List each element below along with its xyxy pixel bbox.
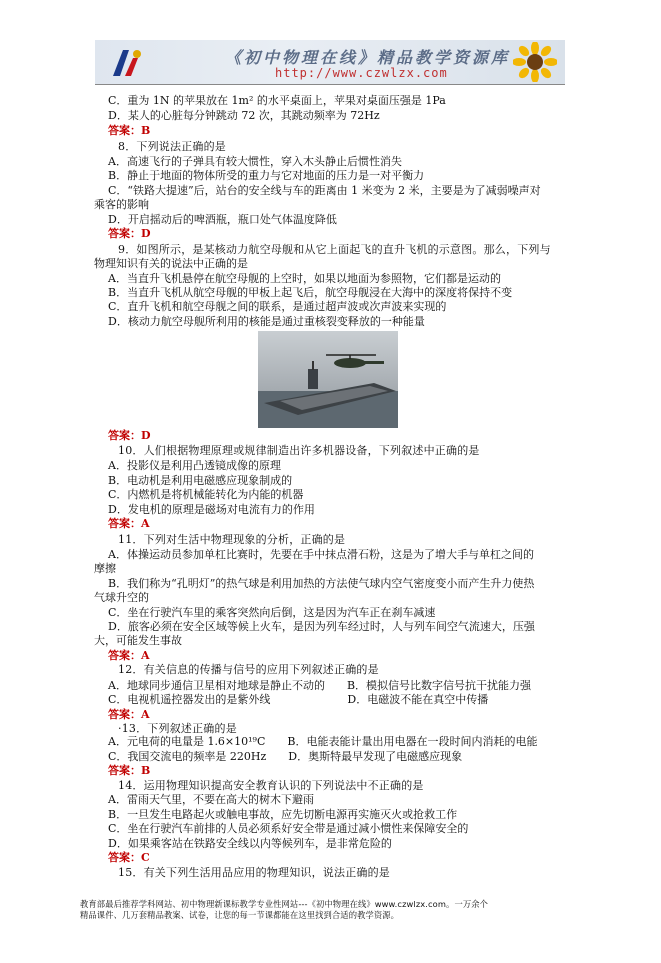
- text-line: D．如果乘客站在铁路安全线以内等候列车，是非常危险的: [108, 837, 392, 850]
- text-line: C．重为 1N 的苹果放在 1m² 的水平桌面上，苹果对桌面压强是 1Pa: [108, 94, 446, 107]
- text-line: 气球升空的: [94, 591, 149, 604]
- text-line: D．核动力航空母舰所利用的核能是通过重核裂变释放的一种能量: [108, 315, 425, 328]
- header-banner: [95, 40, 565, 85]
- text-line: B．当直升飞机从航空母舰的甲板上起飞后，航空母舰浸在大海中的深度将保持不变: [108, 286, 513, 299]
- question-line: ·13．下列叙述正确的是: [118, 722, 237, 735]
- banner-url[interactable]: http://www.czwlzx.com: [275, 66, 448, 80]
- text-line: A．当直升飞机悬停在航空母舰的上空时，如果以地面为参照物，它们都是运动的: [108, 272, 501, 285]
- text-line: D．旅客必须在安全区域等候上火车，是因为列车经过时，人与列车间空气流速大，压强: [108, 620, 535, 633]
- text-line: D．发电机的原理是磁场对电流有力的作用: [108, 503, 315, 516]
- text-line: B．一旦发生电路起火或触电事故，应先切断电源再实施灭火或抢救工作: [108, 808, 458, 821]
- question-line: 8．下列说法正确的是: [118, 140, 226, 153]
- aircraft-carrier-photo: [258, 331, 398, 428]
- text-line: 大，可能发生事故: [94, 634, 182, 647]
- text-line: B．我们称为“孔明灯”的热气球是利用加热的方法使气球内空气密度变小而产生升力使热: [108, 577, 535, 590]
- footer-line-1: 教育部最后推荐学科网站、初中物理新课标教学专业性网站---《初中物理在线》www.czwlzx.com。一万余个: [80, 899, 489, 909]
- text-line: C．坐在行驶汽车里的乘客突然向后倒，这是因为汽车正在刹车减速: [108, 606, 436, 619]
- text-line: C．电视机遥控器发出的是紫外线 D．电磁波不能在真空中传播: [108, 693, 489, 706]
- answer-line: 答案：B: [108, 764, 151, 777]
- answer-line: 答案：A: [108, 649, 150, 662]
- text-line: D．开启摇动后的啤酒瓶，瓶口处气体温度降低: [108, 213, 337, 226]
- text-line: A．投影仪是利用凸透镜成像的原理: [108, 459, 281, 472]
- footer-text: [80, 899, 488, 921]
- text-line: B．静止于地面的物体所受的重力与它对地面的压力是一对平衡力: [108, 169, 425, 182]
- text-line: C．坐在行驶汽车前排的人员必须系好安全带是通过减小惯性来保障安全的: [108, 822, 469, 835]
- question-line: 10．人们根据物理原理或规律制造出许多机器设备，下列叙述中正确的是: [118, 444, 480, 457]
- text-line: 物理知识有关的说法中正确的是: [94, 257, 248, 270]
- question-line: 9．如图所示，是某核动力航空母舰和从它上面起飞的直升飞机的示意图。那么，下列与: [118, 243, 551, 256]
- text-line: C．我国交流电的频率是 220Hz D．奥斯特最早发现了电磁感应现象: [108, 750, 463, 763]
- text-line: A．元电荷的电量是 1.6×10¹⁹C B．电能表能计量出用电器在一段时间内消耗的电能: [108, 735, 538, 748]
- answer-line: 答案：C: [108, 851, 150, 864]
- question-line: 12．有关信息的传播与信号的应用下列叙述正确的是: [118, 663, 379, 676]
- answer-line: 答案：D: [108, 429, 151, 442]
- text-line: A．地球同步通信卫星相对地球是静止不动的 B．模拟信号比数字信号抗干扰能力强: [108, 679, 532, 692]
- text-line: A．高速飞行的子弹具有较大惯性，穿入木头静止后惯性消失: [108, 155, 402, 168]
- text-line: 摩擦: [94, 562, 116, 575]
- answer-line: 答案：B: [108, 124, 151, 137]
- question-line: 11．下列对生活中物理现象的分析，正确的是: [118, 533, 346, 546]
- text-line: C．直升飞机和航空母舰之间的联系，是通过超声波或次声波来实现的: [108, 300, 447, 313]
- question-line: 15．有关下列生活用品应用的物理知识，说法正确的是: [118, 866, 390, 879]
- banner-title: 《初中物理在线》精品教学资源库: [225, 48, 511, 67]
- site-logo-icon: [107, 46, 147, 80]
- text-line: A．雷雨天气里，不要在高大的树木下避雨: [108, 793, 314, 806]
- text-line: C．内燃机是将机械能转化为内能的机器: [108, 488, 304, 501]
- sunflower-icon: [513, 42, 557, 82]
- footer-line-2: 精品课件、几万套精品教案、试卷，让您的每一节课都能在这里找到合适的教学资源。: [80, 910, 400, 920]
- text-line: B．电动机是利用电磁感应现象制成的: [108, 474, 293, 487]
- answer-line: 答案：A: [108, 708, 150, 721]
- text-line: D．某人的心脏每分钟跳动 72 次，其跳动频率为 72Hz: [108, 109, 380, 122]
- text-line: A．体操运动员参加单杠比赛时，先要在手中抹点滑石粉，这是为了增大手与单杠之间的: [108, 548, 534, 561]
- text-line: 乘客的影响: [94, 198, 149, 211]
- answer-line: 答案：D: [108, 227, 151, 240]
- question-line: 14．运用物理知识提高安全教育认识的下列说法中不正确的是: [118, 779, 424, 792]
- answer-line: 答案：A: [108, 517, 150, 530]
- text-line: C．“铁路大提速”后，站台的安全线与车的距离由 1 米变为 2 米，主要是为了减弱噪声对: [108, 184, 541, 197]
